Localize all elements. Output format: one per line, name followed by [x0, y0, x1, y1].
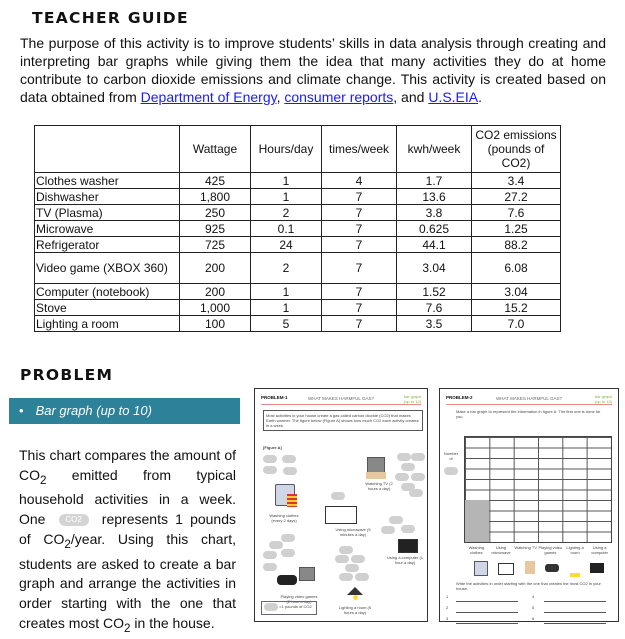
- y-axis-label: Number of: [443, 451, 459, 461]
- figure-label: [Figure A]: [263, 445, 282, 450]
- table-row: Computer (notebook) 200 1 7 1.52 3.04: [35, 284, 561, 300]
- header-cell: times/week: [322, 126, 397, 173]
- header-cell: CO2 emissions (pounds of CO2): [472, 126, 561, 173]
- answer-line[interactable]: [456, 612, 518, 613]
- worksheet-header: PROBLEM-2 WHAT MAKES HARMFUL GAS? bar graph (up to 10): [446, 394, 612, 404]
- table-row: Stove 1,000 1 7 7.6 15.2: [35, 300, 561, 316]
- table-row: Microwave 925 0.1 7 0.625 1.25: [35, 221, 561, 237]
- instruction-1: Make a bar graph to represent the information in figure A. The first one is done for you.: [456, 409, 601, 419]
- link-department-of-energy[interactable]: Department of Energy: [140, 89, 277, 105]
- band-label: Bar graph (up to 10): [35, 403, 152, 418]
- link-consumer-reports[interactable]: consumer reports: [284, 89, 394, 105]
- header-cell: kwh/week: [397, 126, 472, 173]
- problem-title: PROBLEM: [20, 366, 114, 384]
- lamp-icon: [347, 587, 363, 595]
- bar-washing-clothes: [465, 500, 489, 542]
- intro-paragraph: The purpose of this activity is to improve students’ skills in data analysis through creating and interpreting bar graphs while giving them the idea that many activities they do at home contribute to carbon dioxide emissions and climate change. This activity is created based on data obtained from Department of Energy, consumer reports, and U.S.EIA.: [20, 35, 606, 105]
- worksheet-intro: Most activities in your house create a gas called carbon dioxide (CO2) that makes Earth warmer. The figure below (Figure A) shows how much CO2 each activity creates in a week.: [263, 410, 423, 431]
- table-row: Video game (XBOX 360) 200 2 7 3.04 6.08: [35, 253, 561, 284]
- game-controller-icon: [277, 575, 297, 585]
- worksheet-problem-1: PROBLEM-1 WHAT MAKES HARMFUL GAS? bar graph (up to 10) Most activities in your house create a gas called carbon dioxide (CO2) that makes Earth warmer. The figure below (Figure A) shows how much CO2 each activity creates in a week. [Figure A] Watching TV (2 hours a day) Washing clothes (every 2 days) Using microwave (5 minutes a day) Using a computer (1 hour a day) Playing video games (2 hour a day) Lighting a room (5 hours a day) =1 pounds of CO2: [254, 388, 428, 622]
- table-row: Dishwasher 1,800 1 7 13.6 27.2: [35, 189, 561, 205]
- answer-line[interactable]: [544, 623, 606, 624]
- worksheet-header: PROBLEM-1 WHAT MAKES HARMFUL GAS? bar graph (up to 10): [261, 394, 421, 404]
- header-cell: Wattage: [180, 126, 251, 173]
- answer-line[interactable]: [456, 601, 518, 602]
- bullet-icon: •: [19, 403, 24, 418]
- table-row: Lighting a room 100 5 7 3.5 7.0: [35, 316, 561, 332]
- answer-line[interactable]: [544, 601, 606, 602]
- shirt-icon: [287, 494, 297, 507]
- energy-table: [34, 125, 561, 332]
- instruction-2: Write the activities in order starting with the one that creates the most CO2 in your house.: [456, 581, 601, 591]
- activity-icons-row: [474, 561, 604, 575]
- problem-description: This chart compares the amount of $CO_2$ emitted from typical household activities in a week. One CO2 represents 1 pounds of $CO_2$/year. Using this chart, students are asked to create a bar graph and arrange the activities in order starting with the one that creates most $CO_2$ in the house.: [19, 447, 237, 635]
- table-row: Clothes washer 425 1 4 1.7 3.4: [35, 173, 561, 189]
- table-row: TV (Plasma) 250 2 7 3.8 7.6: [35, 205, 561, 221]
- category-labels: Washing clothes Using microwave Watching TV Playing video games Lighting a room Using a computer: [468, 545, 609, 555]
- tv-icon: [367, 457, 385, 473]
- table-header-row: [35, 126, 561, 173]
- legend-box: =1 pounds of CO2: [261, 601, 317, 615]
- laptop-icon: [398, 539, 418, 553]
- teacher-guide-title: TEACHER GUIDE: [32, 9, 189, 27]
- blank-bar-graph[interactable]: [464, 436, 612, 543]
- bar-graph-band: [9, 398, 240, 424]
- microwave-icon: [325, 506, 357, 524]
- header-cell: [35, 126, 180, 173]
- answer-line[interactable]: [456, 623, 518, 624]
- co2-cloud-icon: CO2: [59, 514, 89, 526]
- worksheet-problem-2: PROBLEM-2 WHAT MAKES HARMFUL GAS? bar graph (up to 10) Make a bar graph to represent the information in figure A. The first one is done for you. Number of Washing clothes Using microwave Watching TV Playing video games Lighting a room Using a computer Write the activities in order starting with the one that creates the most CO2 in your house. 1 2 3 4 5 6: [439, 388, 619, 622]
- table-row: Refrigerator 725 24 7 44.1 88.2: [35, 237, 561, 253]
- answer-line[interactable]: [544, 612, 606, 613]
- header-cell: Hours/day: [251, 126, 322, 173]
- link-us-eia[interactable]: U.S.EIA: [428, 89, 479, 105]
